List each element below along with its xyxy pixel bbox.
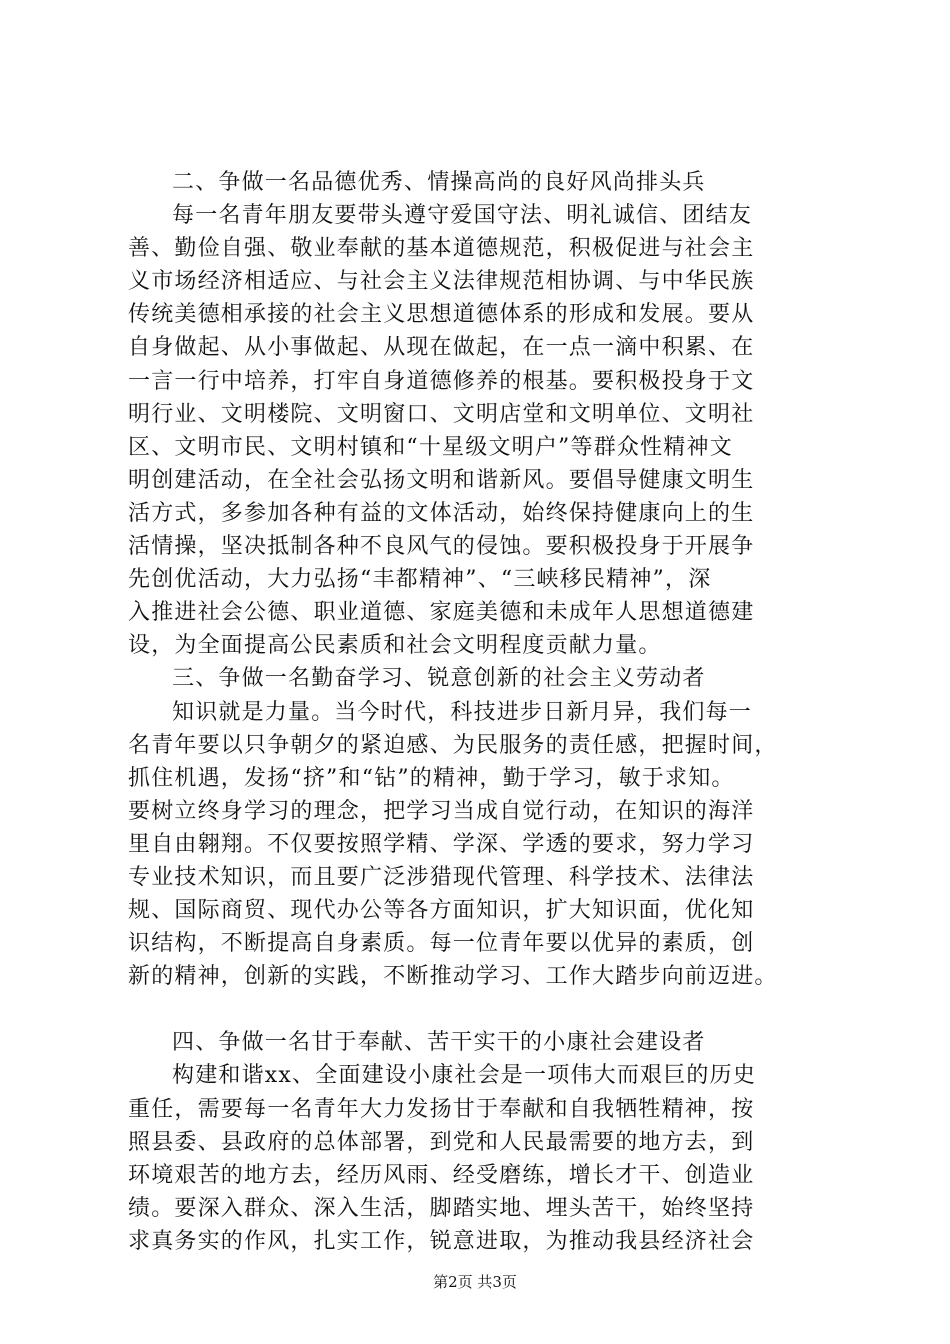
paragraph-line: 要树立终身学习的理念，把学习当成自觉行动，在知识的海洋 <box>128 798 755 824</box>
paragraph-line: 照县委、县政府的总体部署，到党和人民最需要的地方去，到 <box>128 1129 755 1155</box>
paragraph-line: 活情操，坚决抵制各种不良风气的侵蚀。要积极投身于开展争 <box>128 534 755 560</box>
paragraph-line: 构建和谐xx、全面建设小康社会是一项伟大而艰巨的历史 <box>172 1063 757 1089</box>
paragraph-line: 绩。要深入群众、深入生活，脚踏实地、埋头苦干，始终坚持 <box>128 1195 755 1221</box>
section-heading: 三、争做一名勤奋学习、锐意创新的社会主义劳动者 <box>172 666 706 692</box>
paragraph-line: 里自由翱翔。不仅要按照学精、学深、学透的要求，努力学习 <box>128 831 755 857</box>
paragraph-line: 自身做起、从小事做起、从现在做起，在一点一滴中积累、在 <box>128 335 755 361</box>
paragraph-line: 求真务实的作风，扎实工作，锐意进取，为推动我县经济社会 <box>128 1228 755 1254</box>
paragraph-line: 知识就是力量。当今时代，科技进步日新月异，我们每一 <box>172 699 753 725</box>
paragraph-line: 抓住机遇，发扬“挤”和“钻”的精神，勤于学习，敏于求知。 <box>128 765 735 791</box>
section-heading: 二、争做一名品德优秀、情操高尚的良好风尚排头兵 <box>172 170 706 195</box>
paragraph-line: 专业技术知识，而且要广泛涉猎现代管理、科学技术、法律法 <box>128 864 755 890</box>
paragraph-line: 名青年要以只争朝夕的紧迫感、为民服务的责任感，把握时间， <box>128 732 778 758</box>
paragraph-line: 环境艰苦的地方去，经历风雨、经受磨练，增长才干、创造业 <box>128 1162 755 1188</box>
paragraph-line: 义市场经济相适应、与社会主义法律规范相协调、与中华民族 <box>128 269 755 295</box>
paragraph-line: 新的精神，创新的实践，不断推动学习、工作大踏步向前迈进。 <box>128 964 778 990</box>
paragraph-line: 识结构，不断提高自身素质。每一位青年要以优异的素质，创 <box>128 931 755 957</box>
paragraph-line: 活方式，多参加各种有益的文体活动，始终保持健康向上的生 <box>128 500 755 526</box>
paragraph-line: 每一名青年朋友要带头遵守爱国守法、明礼诚信、团结友 <box>172 203 753 229</box>
paragraph-line: 入推进社会公德、职业道德、家庭美德和未成年人思想道德建 <box>128 600 755 626</box>
paragraph-line: 规、国际商贸、现代办公等各方面知识，扩大知识面，优化知 <box>128 898 755 924</box>
paragraph-line: 明行业、文明楼院、文明窗口、文明店堂和文明单位、文明社 <box>128 401 755 427</box>
paragraph-line: 一言一行中培养，打牢自身道德修养的根基。要积极投身于文 <box>128 368 755 394</box>
paragraph-line: 善、勤俭自强、敬业奉献的基本道德规范，积极促进与社会主 <box>128 236 755 262</box>
document-body <box>128 166 832 1258</box>
paragraph-line: 明创建活动，在全社会弘扬文明和谐新风。要倡导健康文明生 <box>128 467 755 493</box>
paragraph-line: 区、文明市民、文明村镇和“十星级文明户”等群众性精神文 <box>128 434 733 460</box>
paragraph-line: 设，为全面提高公民素质和社会文明程度贡献力量。 <box>128 633 662 659</box>
paragraph-line: 传统美德相承接的社会主义思想道德体系的形成和发展。要从 <box>128 302 755 328</box>
section-heading: 四、争做一名甘于奉献、苦干实干的小康社会建设者 <box>172 1030 706 1056</box>
blank-line <box>128 993 832 1026</box>
paragraph-line: 先创优活动，大力弘扬“丰都精神”、“三峡移民精神”，深 <box>128 567 712 593</box>
page-footer: 第2页 共3页 <box>433 1273 517 1291</box>
paragraph-line: 重任，需要每一名青年大力发扬甘于奉献和自我牺牲精神，按 <box>128 1096 755 1122</box>
